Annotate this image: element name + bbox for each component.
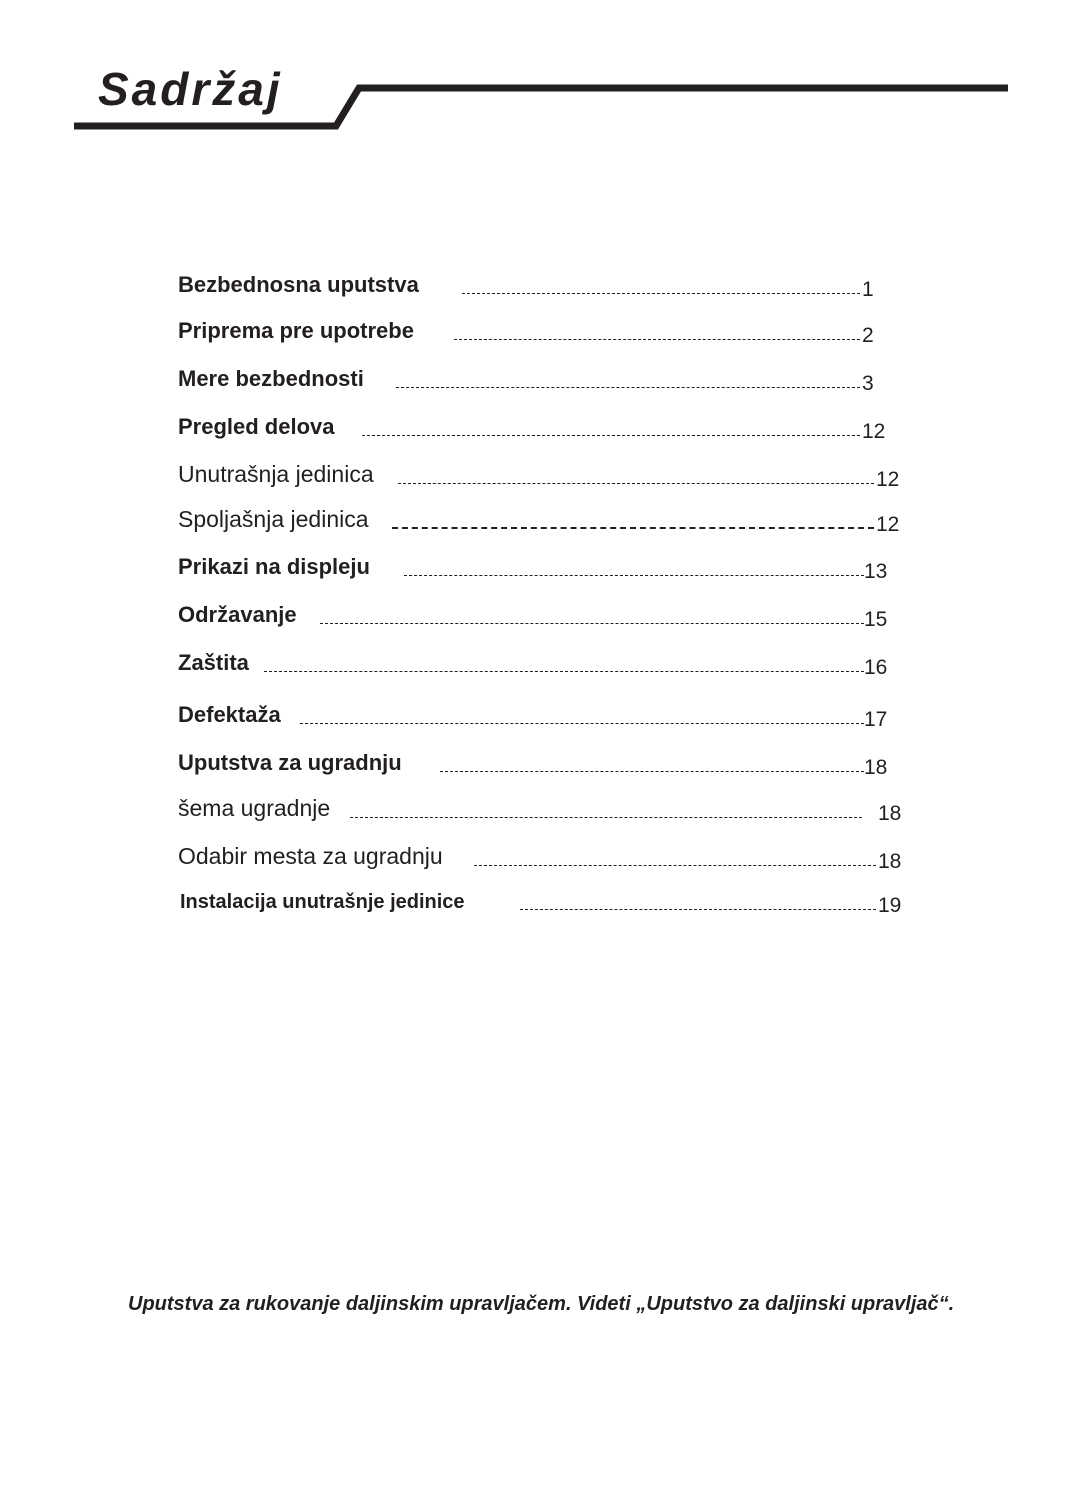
toc-entry-page: 2 bbox=[862, 324, 874, 347]
toc-entry-label: Mere bezbednosti bbox=[178, 366, 364, 391]
toc-entry[interactable] bbox=[178, 408, 898, 443]
toc-entry[interactable] bbox=[178, 266, 878, 301]
toc-leader bbox=[520, 909, 876, 910]
toc-entry-page: 12 bbox=[862, 420, 886, 443]
toc-entry[interactable] bbox=[180, 882, 920, 917]
toc-entry[interactable] bbox=[178, 360, 878, 395]
toc-entry-label: Pregled delova bbox=[178, 414, 335, 439]
toc-entry[interactable] bbox=[178, 696, 898, 731]
toc-entry-page: 15 bbox=[864, 608, 888, 631]
toc-entry[interactable] bbox=[178, 596, 898, 631]
toc-entry[interactable] bbox=[178, 644, 898, 679]
toc-entry[interactable] bbox=[178, 456, 918, 491]
toc-entry-page: 18 bbox=[878, 802, 902, 825]
toc-entry-label: Priprema pre upotrebe bbox=[178, 318, 414, 343]
toc-entry[interactable] bbox=[178, 312, 878, 347]
toc-entry-label: Instalacija unutrašnje jedinice bbox=[180, 891, 465, 913]
toc-leader bbox=[350, 817, 862, 818]
toc-entry-page: 3 bbox=[862, 372, 874, 395]
toc-entry[interactable] bbox=[178, 548, 898, 583]
toc-entry-label: Održavanje bbox=[178, 602, 297, 627]
toc-entry-page: 16 bbox=[864, 656, 888, 679]
toc-entry-label: Defektaža bbox=[178, 702, 281, 727]
toc-entry[interactable] bbox=[178, 790, 918, 825]
toc-leader bbox=[264, 671, 864, 672]
toc-entry-label: Unutrašnja jedinica bbox=[178, 461, 374, 487]
toc-entry-page: 18 bbox=[878, 850, 902, 873]
toc-entry-page: 13 bbox=[864, 560, 888, 583]
toc-leader bbox=[474, 865, 876, 866]
toc-entry-page: 17 bbox=[864, 708, 888, 731]
toc-entry-page: 1 bbox=[862, 278, 874, 301]
toc-leader bbox=[396, 387, 860, 388]
toc-entry-label: Odabir mesta za ugradnju bbox=[178, 843, 443, 869]
toc-leader bbox=[398, 483, 874, 484]
toc-entry[interactable] bbox=[178, 744, 898, 779]
toc-entry-page: 19 bbox=[878, 894, 902, 917]
toc-entry-label: Uputstva za ugradnju bbox=[178, 750, 402, 775]
toc-entry-label: Bezbednosna uputstva bbox=[178, 272, 419, 297]
toc-leader bbox=[462, 293, 860, 294]
toc-entry-label: šema ugradnje bbox=[178, 795, 331, 821]
toc-leader bbox=[362, 435, 860, 436]
page-title: Sadržaj bbox=[98, 63, 283, 115]
toc-leader bbox=[392, 527, 874, 529]
toc-leader bbox=[440, 771, 864, 772]
toc-leader bbox=[404, 575, 864, 576]
toc-entry-page: 18 bbox=[864, 756, 888, 779]
toc-leader bbox=[300, 723, 864, 724]
toc-entry-page: 12 bbox=[876, 513, 900, 536]
toc-entry-page: 12 bbox=[876, 468, 900, 491]
toc-leader bbox=[320, 623, 864, 624]
toc-leader bbox=[454, 339, 860, 340]
toc-entry-label: Spoljašnja jedinica bbox=[178, 506, 369, 532]
remote-control-note: Uputstva za rukovanje daljinskim upravljačem. Videti „Uputstvo za daljinski upravljač“. bbox=[128, 1293, 955, 1315]
toc-entry[interactable] bbox=[178, 838, 918, 873]
toc-entry-label: Zaštita bbox=[178, 650, 249, 675]
toc-entry[interactable] bbox=[178, 501, 918, 536]
toc-entry-label: Prikazi na displeju bbox=[178, 554, 370, 579]
